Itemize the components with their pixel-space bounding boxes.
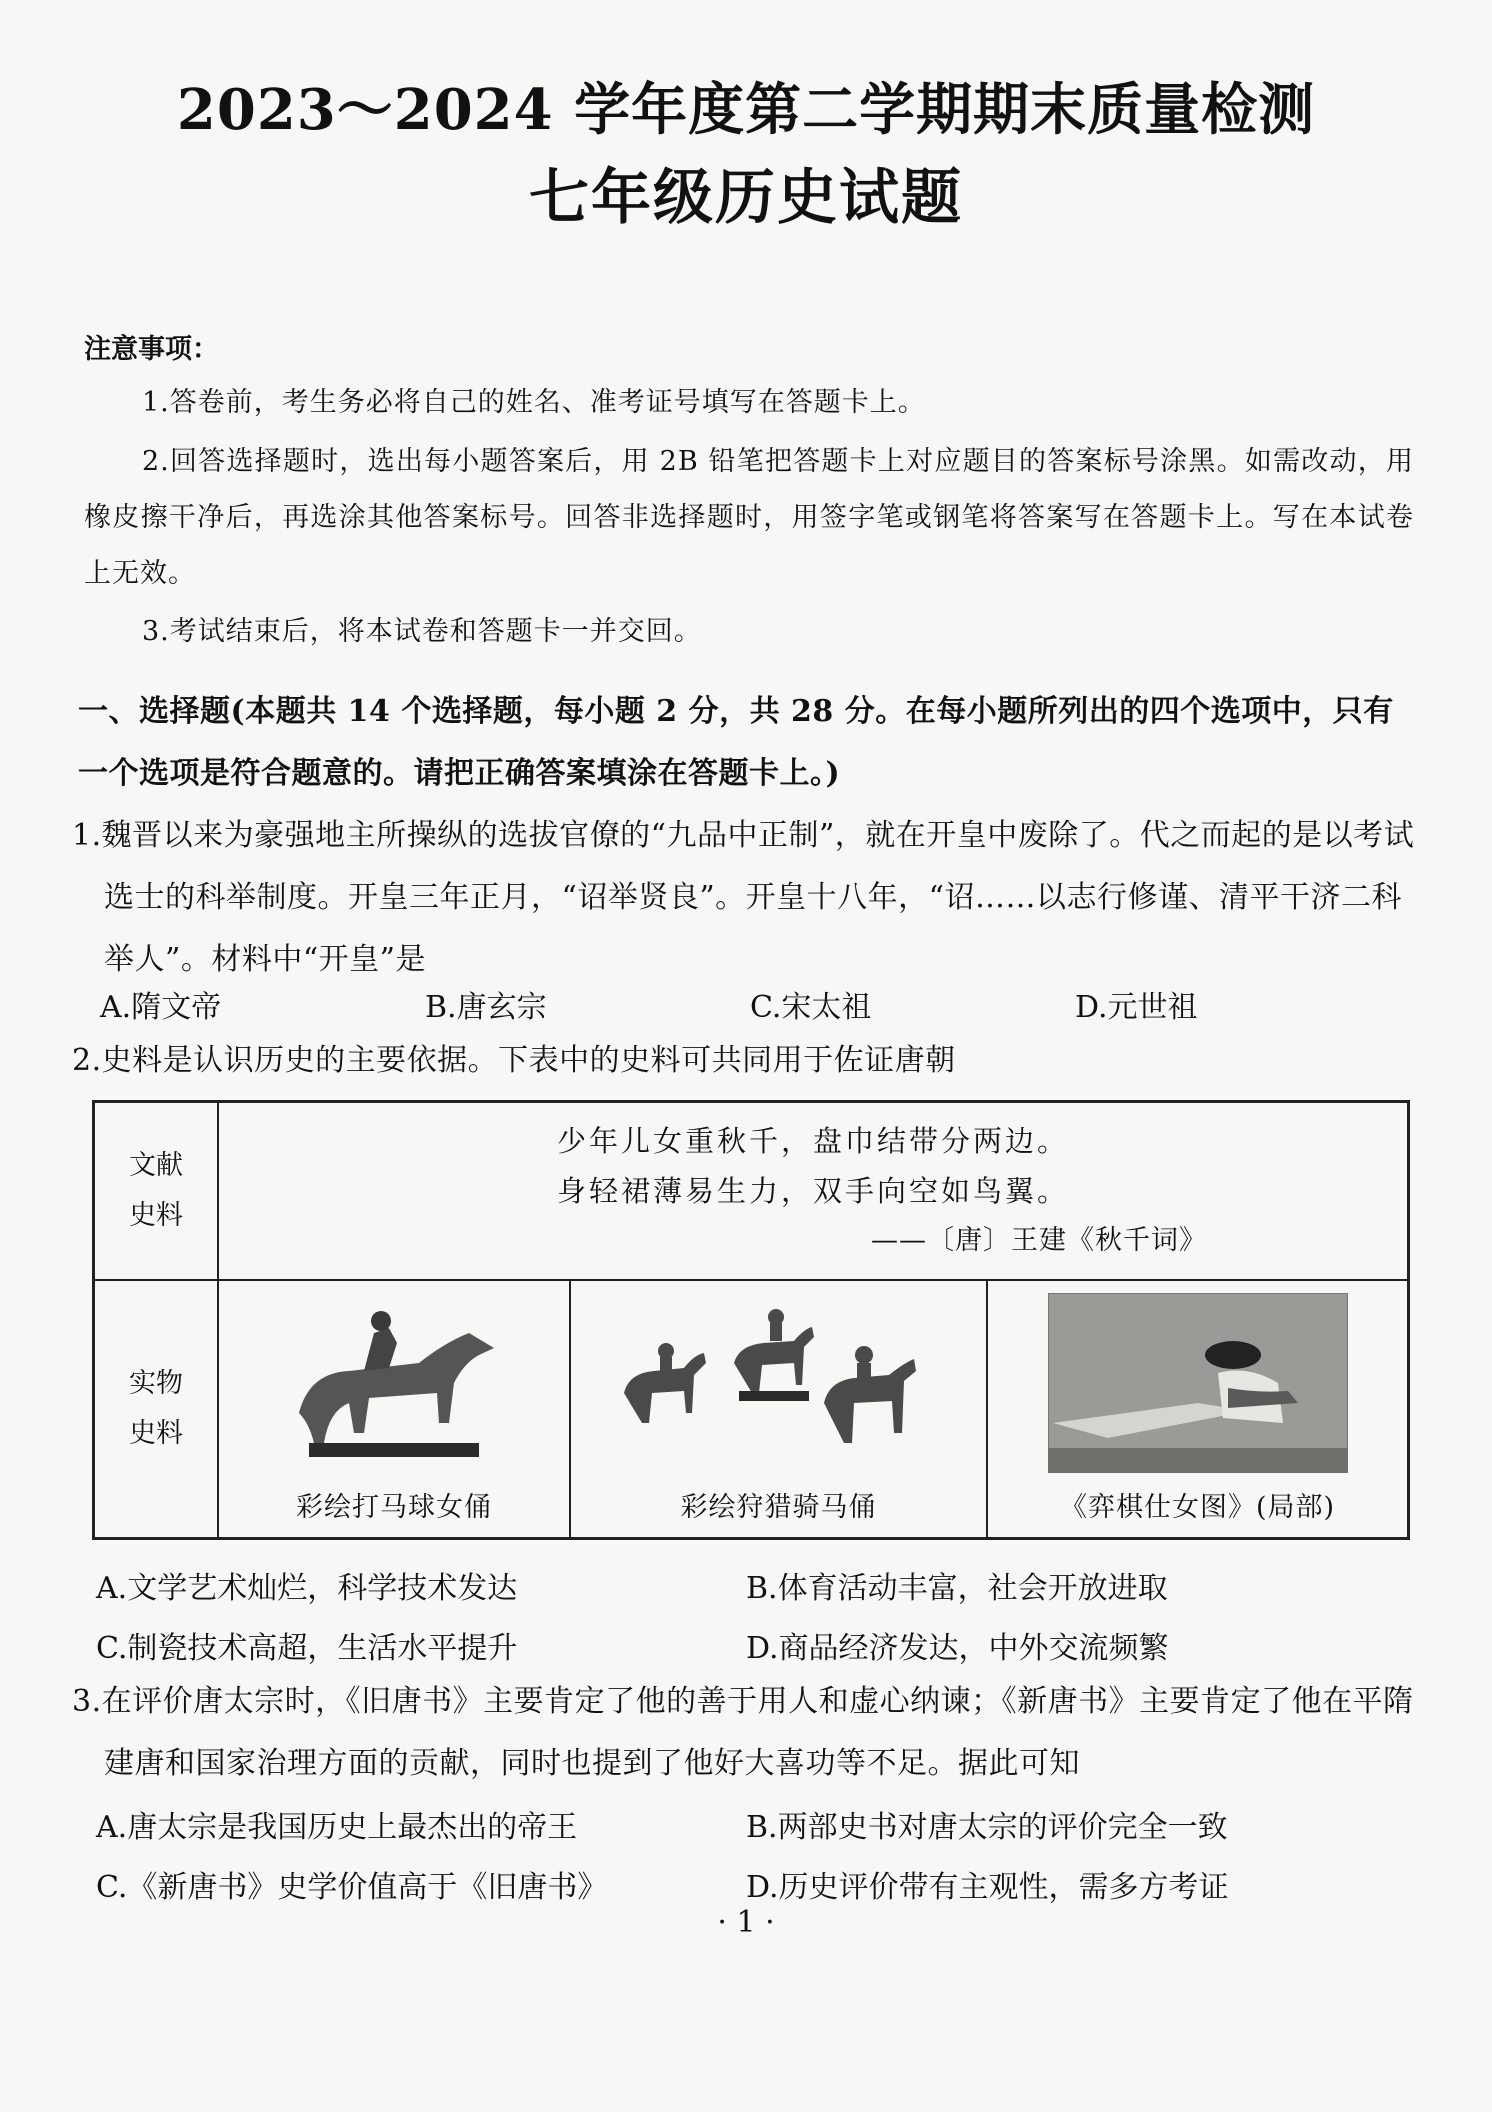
artifact-cell-1 xyxy=(218,1280,570,1539)
question-stem: 3.在评价唐太宗时，《旧唐书》主要肯定了他的善于用人和虚心纳谏；《新唐书》主要肯定了他在平隋建唐和国家治理方面的贡献，同时也提到了他好大喜功等不足。据此可知 xyxy=(72,1684,1414,1781)
option-c: C.宋太祖 xyxy=(750,990,872,1025)
option-b: B.唐玄宗 xyxy=(425,990,547,1025)
artifact-cell-3 xyxy=(987,1280,1409,1539)
question-2-options-row-2 xyxy=(96,1623,1416,1667)
notice-heading: 注意事项： xyxy=(84,334,219,365)
weiqi-lady-painting-image xyxy=(1048,1293,1348,1473)
option-d: D.元世祖 xyxy=(1075,990,1198,1025)
option-b: B.体育活动丰富，社会开放进取 xyxy=(746,1571,1168,1606)
question-3 xyxy=(72,1671,1422,1795)
notice-item-1: 1.答卷前，考生务必将自己的姓名、准考证号填写在答题卡上。 xyxy=(142,387,926,418)
option-d: D.商品经济发达，中外交流频繁 xyxy=(746,1631,1169,1666)
poem-line-2: 身轻裙薄易生力，双手向空如鸟翼。 xyxy=(556,1173,1069,1208)
question-3-options-row-1 xyxy=(96,1802,1416,1846)
section-heading: 一、选择题(本题共 14 个选择题，每小题 2 分，共 28 分。在每小题所列出的四个选项中，只有一个选项是符合题意的。请把正确答案填涂在答题卡上。) xyxy=(78,694,1394,791)
poem-source: ——〔唐〕王建《秋千词》 xyxy=(871,1224,1207,1256)
option-a: A.隋文帝 xyxy=(100,990,222,1025)
option-a: A.唐太宗是我国历史上最杰出的帝王 xyxy=(96,1810,578,1845)
question-1 xyxy=(72,805,1422,991)
hunting-figurines-image xyxy=(614,1293,944,1473)
question-3-options-row-2 xyxy=(96,1862,1416,1906)
polo-figurine-image xyxy=(269,1293,519,1473)
artifact-cell-2 xyxy=(570,1280,987,1539)
page-number: · 1 · xyxy=(717,1905,775,1940)
exam-subtitle: 七年级历史试题 xyxy=(529,163,963,233)
caption-3: 《弈棋仕女图》(局部) xyxy=(1059,1492,1336,1524)
caption-2: 彩绘狩猎骑马俑 xyxy=(680,1492,877,1524)
question-stem: 1.魏晋以来为豪强地主所操纵的选拔官僚的“九品中正制”，就在开皇中废除了。代之而起的是以考试选士的科举制度。开皇三年正月，“诏举贤良”。开皇十八年，“诏……以志行修谨、清平干济二科举人”。材料中“开皇”是 xyxy=(72,818,1415,977)
literary-source-label: 文献 史料 xyxy=(94,1102,219,1280)
question-2 xyxy=(72,1030,1422,1092)
question-2-options-row-1 xyxy=(96,1563,1416,1607)
poem-line-1: 少年儿女重秋千，盘巾结带分两边。 xyxy=(556,1123,1069,1158)
poem-cell xyxy=(218,1102,1409,1280)
artifact-source-label: 实物 史料 xyxy=(94,1280,219,1539)
question-stem: 2.史料是认识历史的主要依据。下表中的史料可共同用于佐证唐朝 xyxy=(72,1043,956,1078)
question-1-options xyxy=(100,982,1400,1026)
notice-item-3: 3.考试结束后，将本试卷和答题卡一并交回。 xyxy=(142,616,702,647)
option-c: C.《新唐书》史学价值高于《旧唐书》 xyxy=(96,1870,608,1905)
option-a: A.文学艺术灿烂，科学技术发达 xyxy=(96,1571,518,1606)
option-c: C.制瓷技术高超，生活水平提升 xyxy=(96,1631,518,1666)
option-b: B.两部史书对唐太宗的评价完全一致 xyxy=(746,1810,1228,1845)
notice-item-2: 2.回答选择题时，选出每小题答案后，用 2B 铅笔把答题卡上对应题目的答案标号涂黑。如需改动，用橡皮擦干净后，再选涂其他答案标号。回答非选择题时，用签字笔或钢笔将答案写在答题卡上。写在本试卷上无效。 xyxy=(84,446,1414,589)
option-d: D.历史评价带有主观性，需多方考证 xyxy=(746,1870,1229,1905)
source-table xyxy=(92,1100,1410,1540)
caption-1: 彩绘打马球女俑 xyxy=(296,1492,492,1524)
exam-title: 2023～2024 学年度第二学期期末质量检测 xyxy=(176,77,1316,143)
